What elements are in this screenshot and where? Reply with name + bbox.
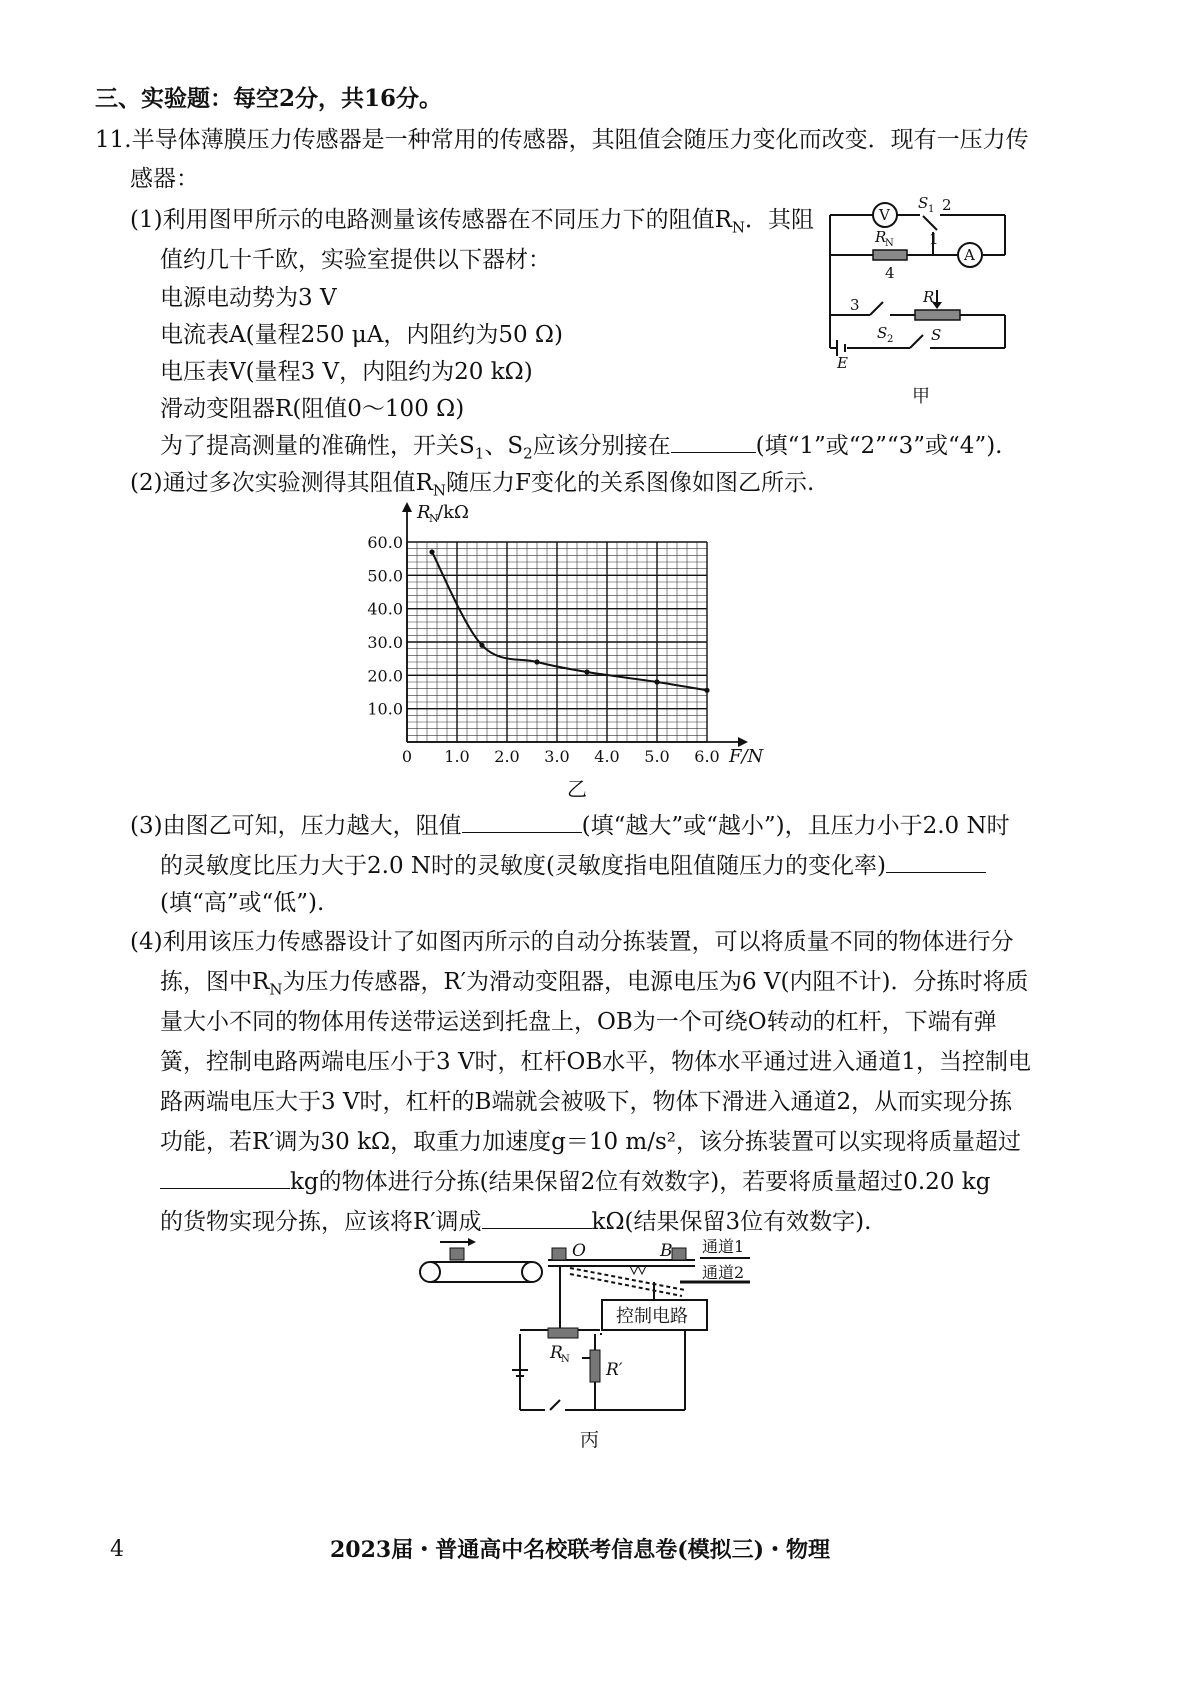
x-tick-label: 2.0: [494, 747, 520, 766]
answer-blank-4[interactable]: [160, 1166, 290, 1189]
channel-2-label: 通道2: [702, 1263, 745, 1282]
y-tick-label: 30.0: [367, 633, 403, 652]
data-point: [654, 679, 659, 684]
x-axis-label: F/N: [729, 746, 764, 767]
y-axis-unit: /kΩ: [437, 502, 469, 523]
terminal-3: 3: [850, 296, 860, 314]
part4-line2: [160, 967, 1029, 1005]
circuit-diagram-jia: [815, 190, 1020, 410]
s-label: S: [931, 326, 942, 344]
part2-post: 随压力F变化的关系图像如图乙所示.: [446, 470, 815, 496]
part4-line2-sub: N: [269, 980, 283, 999]
x-tick-label: 0: [401, 747, 413, 766]
y-tick-label: 20.0: [367, 666, 403, 686]
x-tick-label: 3.0: [544, 747, 570, 766]
part2-sub: N: [432, 481, 447, 500]
part4-line6: 功能，若R′调为30 kΩ，取重力加速度g＝10 m/s²，该分拣装置可以实现将质量超过: [160, 1129, 1022, 1155]
part1-q-mid: 、S: [484, 433, 524, 459]
y-axis-label-sub: N: [429, 512, 439, 525]
y-tick-label: 10.0: [367, 699, 403, 719]
part4-line3: 量大小不同的物体用传送带运送到托盘上，OB为一个可绕O转动的杠杆，下端有弹: [160, 1009, 997, 1035]
part3-line1: [130, 810, 1010, 841]
x-tick-label: 4.0: [594, 747, 620, 766]
package-on-tray: [552, 1248, 566, 1260]
s2-sub: 2: [523, 444, 533, 463]
v-label: V: [879, 206, 890, 224]
part3-line3: (填“高”或“低”).: [160, 890, 325, 916]
b-label: B: [660, 1241, 673, 1261]
y-axis-label: R: [417, 502, 431, 523]
page-number: 4: [110, 1537, 124, 1562]
y-tick-label: 50.0: [367, 566, 403, 586]
part4-line2-post: 为压力传感器，R′为滑动变阻器，电源电压为6 V(内阻不计)．分拣时将质: [282, 969, 1029, 995]
part1-question: [160, 430, 1002, 469]
rn-sensor-label: R: [550, 1343, 563, 1363]
part1-line2: 值约几十千欧，实验室提供以下器材：: [160, 247, 551, 273]
answer-blank-5[interactable]: [482, 1206, 592, 1229]
section-header: 三、实验题：每空2分，共16分。: [95, 85, 443, 112]
part4-line2-pre: 拣，图中R: [160, 969, 270, 995]
part1-q-post: 应该分别接在: [532, 433, 671, 459]
data-point: [584, 669, 589, 674]
data-point: [704, 688, 709, 693]
part1-sub: N: [731, 218, 746, 237]
s1-sub: 1: [474, 444, 485, 463]
x-tick-label: 6.0: [694, 747, 720, 766]
chart-caption: 乙: [567, 777, 587, 801]
part4-line1: (4)利用该压力传感器设计了如图丙所示的自动分拣装置，可以将质量不同的物体进行分: [130, 929, 1014, 955]
resistor-rn: [873, 250, 907, 260]
part2-pre: (2)通过多次实验测得其阻值R: [130, 470, 433, 496]
chart-yi: [355, 500, 775, 805]
s1-label: S: [918, 194, 929, 212]
rn-label-sub: N: [885, 238, 894, 249]
control-circuit-label: 控制电路: [616, 1306, 688, 1327]
part4-line7-post: kg的物体进行分拣(结果保留2位有效数字)，若要将质量超过0.20 kg: [290, 1169, 991, 1195]
s2-label-sub: 2: [887, 334, 894, 345]
answer-blank-1[interactable]: [671, 430, 756, 453]
channel-1-label: 通道1: [702, 1237, 745, 1256]
data-point: [534, 659, 539, 664]
r-label: R: [923, 288, 935, 306]
part1-q-hint: (填“1”或“2”“3”或“4”).: [755, 433, 1003, 459]
rheostat-rp: [590, 1350, 600, 1382]
part4-line7: [160, 1166, 990, 1197]
part3-post: (填“越大”或“越小”)，且压力小于2.0 N时: [581, 813, 1010, 839]
sensor-plate: [548, 1328, 578, 1338]
question-intro-text: 半导体薄膜压力传感器是一种常用的传感器，其阻值会随压力变化而改变．现有一压力传: [131, 127, 1029, 153]
x-tick-label: 5.0: [644, 747, 670, 766]
y-axis-arrow: [402, 502, 412, 512]
a-label: A: [964, 246, 975, 264]
part1-line1: [130, 205, 814, 243]
x-tick-label: 1.0: [444, 747, 470, 766]
figure-jia-caption: 甲: [912, 386, 930, 407]
part1-tail: ．其阻: [745, 207, 815, 233]
answer-blank-2[interactable]: [462, 810, 582, 833]
part3-line2: [160, 850, 986, 881]
terminal-1: 1: [929, 230, 939, 248]
part3-line2-text: 的灵敏度比压力大于2.0 N时的灵敏度(灵敏度指电阻值随压力的变化率): [160, 853, 886, 879]
part1-text: (1)利用图甲所示的电路测量该传感器在不同压力下的阻值R: [130, 207, 732, 233]
part1-item: 电压表V(量程3 V，内阻约为20 kΩ): [160, 359, 533, 385]
terminal-2: 2: [942, 196, 952, 214]
rn-sensor-sub: N: [561, 1354, 570, 1365]
part1-item: 电流表A(量程250 μA，内阻约为50 Ω): [160, 322, 563, 348]
part1-item: 滑动变阻器R(阻值0～100 Ω): [160, 396, 465, 422]
resistance-curve: [432, 552, 707, 690]
s2-label: S: [877, 324, 888, 342]
question-intro-line1: [95, 125, 1029, 155]
question-number: 11.: [95, 127, 132, 153]
o-label: O: [572, 1241, 586, 1261]
rheostat-r: [915, 310, 960, 320]
part3-pre: (3)由图乙可知，压力越大，阻值: [130, 813, 462, 839]
sorting-device-bing: [410, 1230, 790, 1470]
e-label: E: [837, 354, 848, 372]
part4-line8-post: kΩ(结果保留3位有效数字).: [591, 1209, 872, 1235]
answer-blank-3[interactable]: [886, 850, 986, 873]
question-intro-line2: 感器：: [130, 166, 199, 192]
rn-label: R: [875, 228, 887, 246]
part1-q-pre: 为了提高测量的准确性，开关S: [160, 433, 475, 459]
footer-title: 2023届・普通高中名校联考信息卷(模拟三)・物理: [330, 1537, 831, 1563]
rp-label: R′: [606, 1360, 623, 1380]
package-at-b: [672, 1248, 686, 1260]
data-point: [429, 549, 434, 554]
y-tick-label: 40.0: [367, 599, 403, 619]
s1-label-sub: 1: [928, 204, 935, 215]
spring-icon: [630, 1266, 646, 1274]
part4-line8-pre: 的货物实现分拣，应该将R′调成: [160, 1209, 482, 1235]
package-on-belt: [450, 1248, 464, 1260]
y-tick-label: 60.0: [367, 533, 403, 552]
part1-item: 电源电动势为3 V: [160, 285, 337, 311]
terminal-4: 4: [885, 264, 895, 282]
part4-line5: 路两端电压大于3 V时，杠杆的B端就会被吸下，物体下滑进入通道2，从而实现分拣: [160, 1089, 1013, 1115]
part4-line4: 簧，控制电路两端电压小于3 V时，杠杆OB水平，物体水平通过进入通道1，当控制电: [160, 1049, 1031, 1075]
data-point: [479, 643, 484, 648]
figure-bing-caption: 丙: [580, 1429, 600, 1451]
